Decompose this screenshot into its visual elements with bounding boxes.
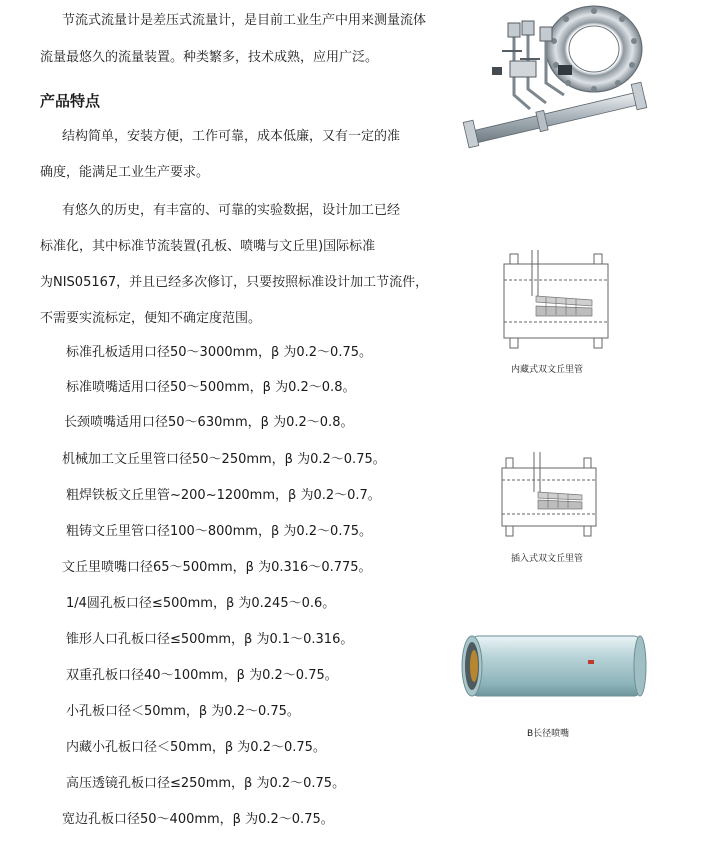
spec-item: 双重孔板口径40～100mm，β 为0.2～0.75。	[66, 668, 338, 683]
spec-item: 粗铸文丘里管口径100～800mm，β 为0.2～0.75。	[66, 524, 373, 539]
spec-item: 长颈喷嘴适用口径50～630mm，β 为0.2～0.8。	[64, 415, 354, 430]
feature-line-2: 确度，能满足工业生产要求。	[40, 165, 210, 180]
orifice-flowmeter-photo	[462, 3, 662, 153]
spec-item: 粗焊铁板文丘里管~200~1200mm，β 为0.2～0.7。	[66, 488, 381, 503]
spec-item: 1/4圆孔板口径≤500mm，β 为0.245～0.6。	[66, 596, 336, 611]
feature-line-5: 为NIS05167，并且已经多次修订，只要按照标准设计加工节流件，	[40, 275, 429, 290]
spec-item: 标准喷嘴适用口径50～500mm，β 为0.2～0.8。	[66, 380, 356, 395]
caption-insert-venturi: 插入式双文丘里管	[511, 554, 584, 564]
spec-item: 小孔板口径＜50mm，β 为0.2～0.75。	[66, 704, 300, 719]
feature-line-6: 不需要实流标定，便知不确定度范围。	[40, 311, 262, 326]
long-nozzle-photo	[456, 628, 652, 704]
feature-line-4: 标准化，其中标准节流装置(孔板、喷嘴与文丘里)国际标准	[40, 239, 376, 254]
intro-line-2: 流量最悠久的流量装置。种类繁多，技术成熟，应用广泛。	[40, 50, 379, 65]
feature-line-1: 结构简单，安装方便，工作可靠，成本低廉，又有一定的准	[62, 129, 401, 144]
caption-embedded-venturi: 内藏式双文丘里管	[511, 365, 584, 375]
intro-line-1: 节流式流量计是差压式流量计，是目前工业生产中用来测量流体	[62, 13, 427, 28]
spec-item: 标准孔板适用口径50～3000mm，β 为0.2～0.75。	[66, 345, 373, 360]
insert-venturi-diagram	[494, 452, 604, 538]
feature-line-3: 有悠久的历史，有丰富的、可靠的实验数据，设计加工已经	[62, 203, 401, 218]
caption-long-nozzle: B长径喷嘴	[527, 729, 570, 739]
spec-item: 内藏小孔板口径＜50mm，β 为0.2～0.75。	[66, 740, 326, 755]
embedded-venturi-diagram	[496, 250, 616, 354]
spec-item: 文丘里喷嘴口径65～500mm，β 为0.316～0.775。	[62, 560, 372, 575]
spec-item: 机械加工文丘里管口径50～250mm，β 为0.2～0.75。	[62, 452, 386, 467]
spec-item: 宽边孔板口径50～400mm，β 为0.2～0.75。	[62, 812, 334, 827]
section-title: 产品特点	[40, 92, 101, 110]
spec-item: 锥形人口孔板口径≤500mm，β 为0.1～0.316。	[66, 632, 354, 647]
spec-item: 高压透镜孔板口径≤250mm，β 为0.2～0.75。	[66, 776, 346, 791]
